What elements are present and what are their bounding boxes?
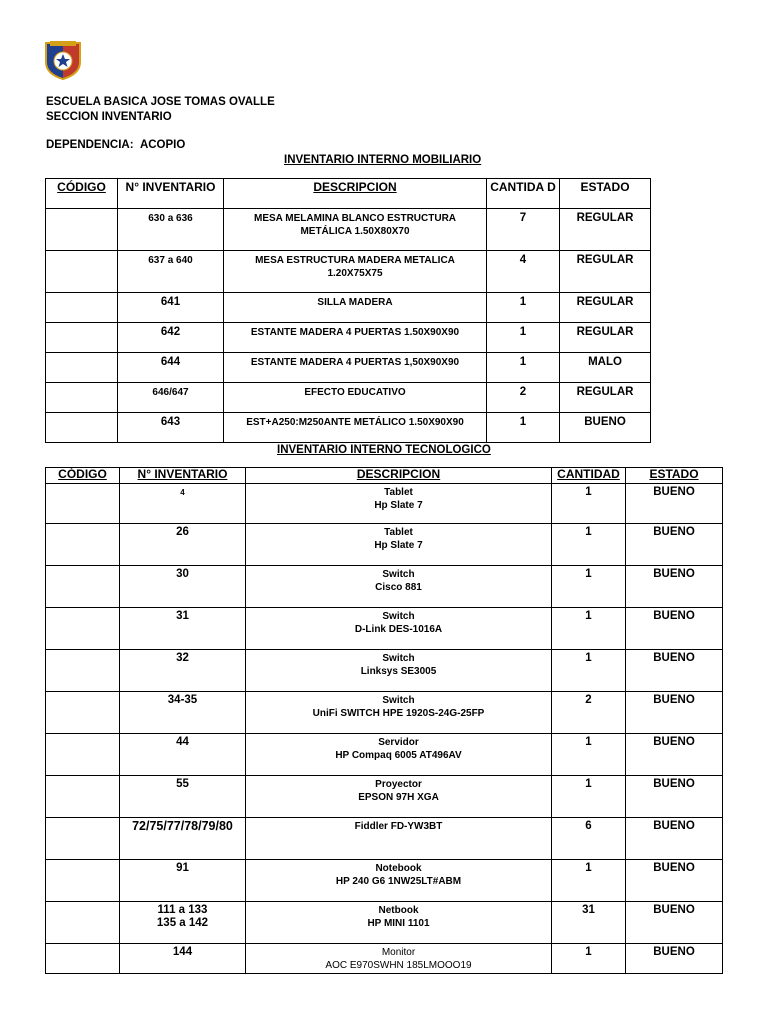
col-estado: ESTADO (560, 179, 651, 209)
cell-inventario: 630 a 636 (118, 209, 224, 251)
cell-descripcion (246, 566, 552, 608)
descripcion-line1: Servidor (378, 737, 419, 748)
table-row (46, 566, 723, 608)
cell-cantidad: 2 (487, 383, 560, 413)
cell-codigo (46, 524, 120, 566)
cell-descripcion: SILLA MADERA (224, 293, 487, 323)
descripcion-line1: MESA ESTRUCTURA MADERA METALICA (255, 255, 455, 266)
col-inventario: N° INVENTARIO (120, 468, 246, 484)
descripcion-line1: Tablet (384, 527, 413, 538)
cell-cantidad: 1 (552, 860, 626, 902)
mobiliario-table (45, 178, 651, 443)
cell-descripcion (246, 776, 552, 818)
descripcion-line1: MESA MELAMINA BLANCO ESTRUCTURA (253, 213, 457, 224)
cell-descripcion (246, 734, 552, 776)
inventario-line1: 111 a 133 (157, 904, 208, 916)
descripcion-line2: UniFi SWITCH HPE 1920S-24G-25FP (312, 708, 485, 719)
table-row (46, 776, 723, 818)
cell-codigo (46, 734, 120, 776)
cell-codigo (46, 484, 120, 524)
cell-cantidad: 1 (552, 734, 626, 776)
cell-codigo (46, 608, 120, 650)
cell-estado: BUENO (626, 484, 723, 524)
cell-codigo (46, 818, 120, 860)
table-row (46, 692, 723, 734)
cell-codigo (46, 566, 120, 608)
cell-codigo (46, 776, 120, 818)
cell-codigo (46, 650, 120, 692)
cell-inventario (120, 902, 246, 944)
descripcion-line1: Proyector (375, 779, 422, 790)
table-row (46, 251, 651, 293)
cell-cantidad: 1 (552, 484, 626, 524)
cell-cantidad: 1 (552, 650, 626, 692)
descripcion-line2: Linksys SE3005 (360, 666, 437, 677)
cell-cantidad: 1 (487, 293, 560, 323)
cell-estado: BUENO (626, 860, 723, 902)
cell-estado: REGULAR (560, 251, 651, 293)
cell-cantidad: 31 (552, 902, 626, 944)
cell-descripcion (246, 524, 552, 566)
table-row (46, 902, 723, 944)
cell-codigo (46, 692, 120, 734)
table-header-row (46, 179, 651, 209)
school-logo (44, 40, 82, 80)
cell-descripcion: ESTANTE MADERA 4 PUERTAS 1.50X90X90 (224, 323, 487, 353)
cell-inventario: 643 (118, 413, 224, 443)
col-descripcion: DESCRIPCION (224, 179, 487, 209)
tecnologico-table (45, 467, 723, 974)
descripcion-line1: Tablet (384, 487, 413, 498)
dependencia-value: ACOPIO (139, 139, 186, 151)
cell-inventario: 4 (120, 484, 246, 524)
cell-descripcion (246, 608, 552, 650)
cell-inventario: 32 (120, 650, 246, 692)
col-descripcion: DESCRIPCION (246, 468, 552, 484)
table-row (46, 209, 651, 251)
descripcion-line1: Switch (382, 653, 415, 664)
dependencia (46, 139, 185, 151)
tecnologico-title: INVENTARIO INTERNO TECNOLOGICO (277, 444, 491, 456)
table-row (46, 860, 723, 902)
cell-estado: BUENO (626, 902, 723, 944)
cell-codigo (46, 353, 118, 383)
cell-descripcion (246, 484, 552, 524)
table-row (46, 944, 723, 974)
cell-estado: BUENO (626, 524, 723, 566)
cell-cantidad: 1 (487, 353, 560, 383)
cell-cantidad: 2 (552, 692, 626, 734)
descripcion-line1: Switch (382, 695, 415, 706)
table-row (46, 413, 651, 443)
descripcion-line2: METÁLICA 1.50X80X70 (300, 226, 410, 237)
cell-descripcion (246, 692, 552, 734)
col-codigo: CÓDIGO (46, 179, 118, 209)
table-row (46, 293, 651, 323)
cell-inventario: 55 (120, 776, 246, 818)
descripcion-line1: Switch (382, 569, 415, 580)
cell-inventario: 637 a 640 (118, 251, 224, 293)
cell-estado: REGULAR (560, 323, 651, 353)
table-row (46, 734, 723, 776)
descripcion-line2: Hp Slate 7 (374, 540, 423, 551)
cell-codigo (46, 413, 118, 443)
cell-descripcion: ESTANTE MADERA 4 PUERTAS 1,50X90X90 (224, 353, 487, 383)
descripcion-line1: Switch (382, 611, 415, 622)
cell-estado: BUENO (560, 413, 651, 443)
cell-estado: BUENO (626, 692, 723, 734)
cell-descripcion (224, 251, 487, 293)
cell-codigo (46, 209, 118, 251)
cell-descripcion (224, 209, 487, 251)
cell-codigo (46, 944, 120, 974)
cell-inventario: 30 (120, 566, 246, 608)
cell-descripcion (246, 902, 552, 944)
cell-estado: REGULAR (560, 293, 651, 323)
descripcion-line2: Cisco 881 (375, 582, 422, 593)
table-row (46, 353, 651, 383)
cell-inventario: 644 (118, 353, 224, 383)
cell-descripcion (246, 944, 552, 974)
cell-inventario: 641 (118, 293, 224, 323)
col-inventario: N° INVENTARIO (118, 179, 224, 209)
cell-codigo (46, 323, 118, 353)
cell-inventario: 72/75/77/78/79/80 (120, 818, 246, 860)
cell-cantidad: 1 (552, 944, 626, 974)
cell-cantidad: 6 (552, 818, 626, 860)
table-header-row (46, 468, 723, 484)
cell-estado: BUENO (626, 818, 723, 860)
table-row (46, 484, 723, 524)
cell-inventario: 26 (120, 524, 246, 566)
cell-estado: BUENO (626, 776, 723, 818)
cell-descripcion: Fiddler FD-YW3BT (246, 818, 552, 860)
section-name: SECCION INVENTARIO (46, 111, 172, 123)
cell-cantidad: 7 (487, 209, 560, 251)
cell-inventario: 642 (118, 323, 224, 353)
descripcion-line2: D-Link DES-1016A (354, 624, 443, 635)
cell-estado: BUENO (626, 566, 723, 608)
col-cantidad: CANTIDAD (552, 468, 626, 484)
cell-cantidad: 1 (487, 323, 560, 353)
cell-inventario: 91 (120, 860, 246, 902)
dependencia-label: DEPENDENCIA: (46, 139, 134, 151)
cell-cantidad: 1 (552, 524, 626, 566)
cell-estado: BUENO (626, 650, 723, 692)
cell-inventario: 44 (120, 734, 246, 776)
cell-estado: REGULAR (560, 209, 651, 251)
descripcion-line2: HP 240 G6 1NW25LT#ABM (335, 876, 462, 887)
cell-inventario: 34-35 (120, 692, 246, 734)
descripcion-line1: Monitor (381, 947, 416, 958)
cell-cantidad: 1 (552, 566, 626, 608)
cell-descripcion: EFECTO EDUCATIVO (224, 383, 487, 413)
school-name: ESCUELA BASICA JOSE TOMAS OVALLE (46, 96, 275, 108)
col-estado: ESTADO (626, 468, 723, 484)
descripcion-line1: Notebook (375, 863, 422, 874)
cell-codigo (46, 383, 118, 413)
cell-descripcion (246, 860, 552, 902)
cell-cantidad: 1 (487, 413, 560, 443)
cell-cantidad: 4 (487, 251, 560, 293)
cell-codigo (46, 902, 120, 944)
cell-estado: REGULAR (560, 383, 651, 413)
descripcion-line2: AOC E970SWHN 185LMOOO19 (325, 960, 472, 971)
cell-codigo (46, 251, 118, 293)
table-row (46, 524, 723, 566)
descripcion-line2: EPSON 97H XGA (358, 792, 439, 803)
cell-codigo (46, 293, 118, 323)
descripcion-line2: 1.20X75X75 (327, 268, 383, 279)
descripcion-line2: HP MINI 1101 (367, 918, 430, 929)
cell-cantidad: 1 (552, 608, 626, 650)
table-row (46, 383, 651, 413)
cell-inventario: 144 (120, 944, 246, 974)
descripcion-line1: Netbook (378, 905, 419, 916)
cell-estado: BUENO (626, 734, 723, 776)
descripcion-line2: HP Compaq 6005 AT496AV (335, 750, 462, 761)
inventario-line2: 135 a 142 (156, 917, 209, 929)
cell-descripcion: EST+A250:M250ANTE METÁLICO 1.50X90X90 (224, 413, 487, 443)
cell-estado: BUENO (626, 944, 723, 974)
cell-inventario: 646/647 (118, 383, 224, 413)
mobiliario-title: INVENTARIO INTERNO MOBILIARIO (284, 154, 482, 166)
descripcion-line2: Hp Slate 7 (374, 500, 423, 511)
table-row (46, 818, 723, 860)
cell-codigo (46, 860, 120, 902)
col-codigo: CÓDIGO (46, 468, 120, 484)
col-cantidad: CANTIDA D (487, 179, 560, 209)
cell-estado: MALO (560, 353, 651, 383)
table-row (46, 323, 651, 353)
cell-inventario: 31 (120, 608, 246, 650)
cell-estado: BUENO (626, 608, 723, 650)
table-row (46, 608, 723, 650)
cell-descripcion (246, 650, 552, 692)
table-row (46, 650, 723, 692)
cell-cantidad: 1 (552, 776, 626, 818)
